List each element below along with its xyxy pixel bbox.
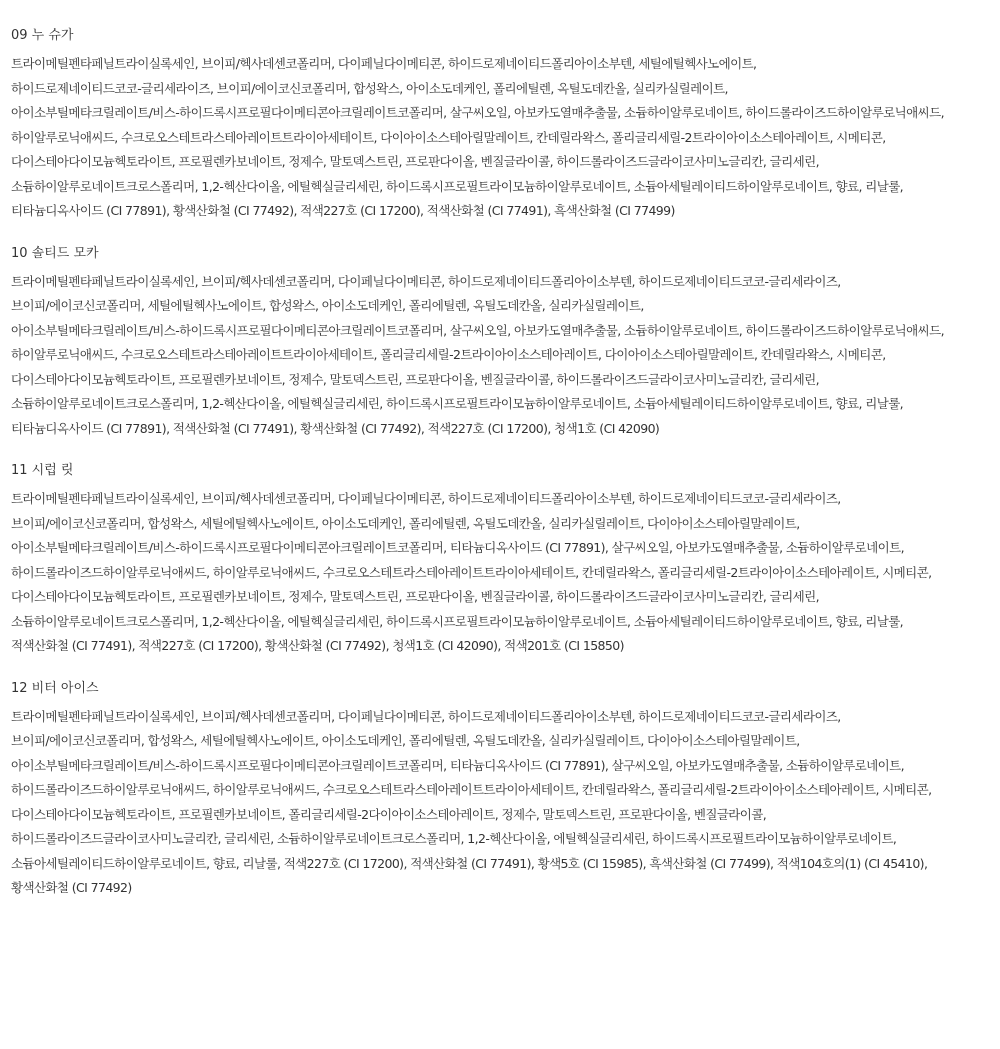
ingredient-line: 트라이메틸펜타페닐트라이실록세인, 브이피/헥사데센코폴리머, 다이페닐다이메티콘, 하이드로제네이티드폴리아이소부텐, 하이드로제네이티드코코-글리세라이즈, [11,491,841,506]
ingredient-list [11,52,988,224]
ingredient-line: 소듐아세틸레이티드하이알루로네이트, 향료, 리날룰, 적색227호 (CI 17200), 적색산화철 (CI 77491), 황색5호 (CI 15985), 흑색산화철 (CI 77499), 적색104호의(1) (CI 45410), [11,855,928,871]
ingredient-line: 다이스테아다이모늄헥토라이트, 프로필렌카보네이트, 폴리글리세릴-2다이아이소스테아레이트, 정제수, 말토덱스트린, 프로판다이올, 벤질글라이콜, [11,806,767,822]
ingredient-line: 하이드로제네이티드코코-글리세라이즈, 브이피/에이코신코폴리머, 합성왁스, 아이소도데케인, 폴리에틸렌, 옥틸도데칸올, 실리카실릴레이트, [11,80,728,96]
ingredient-line: 소듐하이알루로네이트크로스폴리머, 1,2-헥산다이올, 에틸헥실글리세린, 하이드록시프로필트라이모늄하이알루로네이트, 소듐아세틸레이티드하이알루로네이트, 향료, 리날룰, [11,178,904,194]
ingredient-line: 하이드롤라이즈드글라이코사미노글리칸, 글리세린, 소듐하이알루로네이트크로스폴리머, 1,2-헥산다이올, 에틸헥실글리세린, 하이드록시프로필트라이모늄하이알루로네이트, [11,831,897,846]
ingredient-line: 트라이메틸펜타페닐트라이실록세인, 브이피/헥사데센코폴리머, 다이페닐다이메티콘, 하이드로제네이티드폴리아이소부텐, 세틸에틸헥사노에이트, [11,56,757,71]
shade-section-10 [11,246,988,442]
ingredient-line: 티타늄디옥사이드 (CI 77891), 황색산화철 (CI 77492), 적색227호 (CI 17200), 적색산화철 (CI 77491), 흑색산화철 (CI 77499) [11,203,675,218]
ingredient-line: 트라이메틸펜타페닐트라이실록세인, 브이피/헥사데센코폴리머, 다이페닐다이메티콘, 하이드로제네이티드폴리아이소부텐, 하이드로제네이티드코코-글리세라이즈, [11,273,841,289]
ingredient-line: 아이소부틸메타크릴레이트/비스-하이드록시프로필다이메티콘아크릴레이트코폴리머, 살구씨오일, 아보카도열매추출물, 소듐하이알루로네이트, 하이드롤라이즈드하이알루로닉애씨드, [11,105,944,120]
ingredient-list [11,487,988,659]
ingredient-line: 브이피/에이코신코폴리머, 합성왁스, 세틸에틸헥사노에이트, 아이소도데케인, 폴리에틸렌, 옥틸도데칸올, 실리카실릴레이트, 다이아이소스테아릴말레이트, [11,733,800,748]
shade-title: 10 솔티드 모카 [11,245,99,261]
ingredient-line: 하이드롤라이즈드하이알루로닉애씨드, 하이알루로닉애씨드, 수크로오스테트라스테아레이트트라이아세테이트, 칸데릴라왁스, 폴리글리세릴-2트라이아이소스테아레이트, 시메티콘, [11,782,932,797]
ingredient-list [11,270,988,442]
ingredient-line: 아이소부틸메타크릴레이트/비스-하이드록시프로필다이메티콘아크릴레이트코폴리머, 티타늄디옥사이드 (CI 77891), 살구씨오일, 아보카도열매추출물, 소듐하이알루로네이트, [11,757,904,773]
ingredient-line: 아이소부틸메타크릴레이트/비스-하이드록시프로필다이메티콘아크릴레이트코폴리머, 살구씨오일, 아보카도열매추출물, 소듐하이알루로네이트, 하이드롤라이즈드하이알루로닉애씨드, [11,322,944,338]
ingredient-line: 하이드롤라이즈드하이알루로닉애씨드, 하이알루로닉애씨드, 수크로오스테트라스테아레이트트라이아세테이트, 칸데릴라왁스, 폴리글리세릴-2트라이아이소스테아레이트, 시메티콘, [11,564,932,580]
shade-section-09 [11,28,988,224]
ingredient-line: 소듐하이알루로네이트크로스폴리머, 1,2-헥산다이올, 에틸헥실글리세린, 하이드록시프로필트라이모늄하이알루로네이트, 소듐아세틸레이티드하이알루로네이트, 향료, 리날룰, [11,613,904,629]
shade-section-11 [11,463,988,659]
ingredient-line: 브이피/에이코신코폴리머, 세틸에틸헥사노에이트, 합성왁스, 아이소도데케인, 폴리에틸렌, 옥틸도데칸올, 실리카실릴레이트, [11,298,644,313]
ingredient-line: 트라이메틸펜타페닐트라이실록세인, 브이피/헥사데센코폴리머, 다이페닐다이메티콘, 하이드로제네이티드폴리아이소부텐, 하이드로제네이티드코코-글리세라이즈, [11,708,841,724]
ingredient-line: 하이알루로닉애씨드, 수크로오스테트라스테아레이트트라이아세테이트, 폴리글리세릴-2트라이아이소스테아레이트, 다이아이소스테아릴말레이트, 칸데릴라왁스, 시메티콘, [11,347,886,362]
ingredient-line: 다이스테아다이모늄헥토라이트, 프로필렌카보네이트, 정제수, 말토덱스트린, 프로판다이올, 벤질글라이콜, 하이드롤라이즈드글라이코사미노글리칸, 글리세린, [11,371,819,387]
ingredient-line: 티타늄디옥사이드 (CI 77891), 적색산화철 (CI 77491), 황색산화철 (CI 77492), 적색227호 (CI 17200), 청색1호 (CI 42090) [11,420,660,436]
shade-title: 12 비터 아이스 [11,680,99,696]
ingredient-line: 적색산화철 (CI 77491), 적색227호 (CI 17200), 황색산화철 (CI 77492), 청색1호 (CI 42090), 적색201호 (CI 15850) [11,638,624,653]
ingredient-line: 다이스테아다이모늄헥토라이트, 프로필렌카보네이트, 정제수, 말토덱스트린, 프로판다이올, 벤질글라이콜, 하이드롤라이즈드글라이코사미노글리칸, 글리세린, [11,589,819,604]
ingredient-line: 소듐하이알루로네이트크로스폴리머, 1,2-헥산다이올, 에틸헥실글리세린, 하이드록시프로필트라이모늄하이알루로네이트, 소듐아세틸레이티드하이알루로네이트, 향료, 리날룰, [11,396,904,411]
shade-section-12 [11,681,988,901]
ingredient-line: 하이알루로닉애씨드, 수크로오스테트라스테아레이트트라이아세테이트, 다이아이소스테아릴말레이트, 칸데릴라왁스, 폴리글리세릴-2트라이아이소스테아레이트, 시메티콘, [11,129,886,145]
ingredient-line: 다이스테아다이모늄헥토라이트, 프로필렌카보네이트, 정제수, 말토덱스트린, 프로판다이올, 벤질글라이콜, 하이드롤라이즈드글라이코사미노글리칸, 글리세린, [11,154,819,169]
shade-title: 09 누 슈가 [11,28,74,43]
ingredient-line: 황색산화철 (CI 77492) [11,880,132,895]
shade-title: 11 시럽 릿 [11,463,74,478]
ingredient-list [11,705,988,901]
ingredient-line: 아이소부틸메타크릴레이트/비스-하이드록시프로필다이메티콘아크릴레이트코폴리머, 티타늄디옥사이드 (CI 77891), 살구씨오일, 아보카도열매추출물, 소듐하이알루로네이트, [11,540,904,555]
ingredient-line: 브이피/에이코신코폴리머, 합성왁스, 세틸에틸헥사노에이트, 아이소도데케인, 폴리에틸렌, 옥틸도데칸올, 실리카실릴레이트, 다이아이소스테아릴말레이트, [11,515,800,531]
